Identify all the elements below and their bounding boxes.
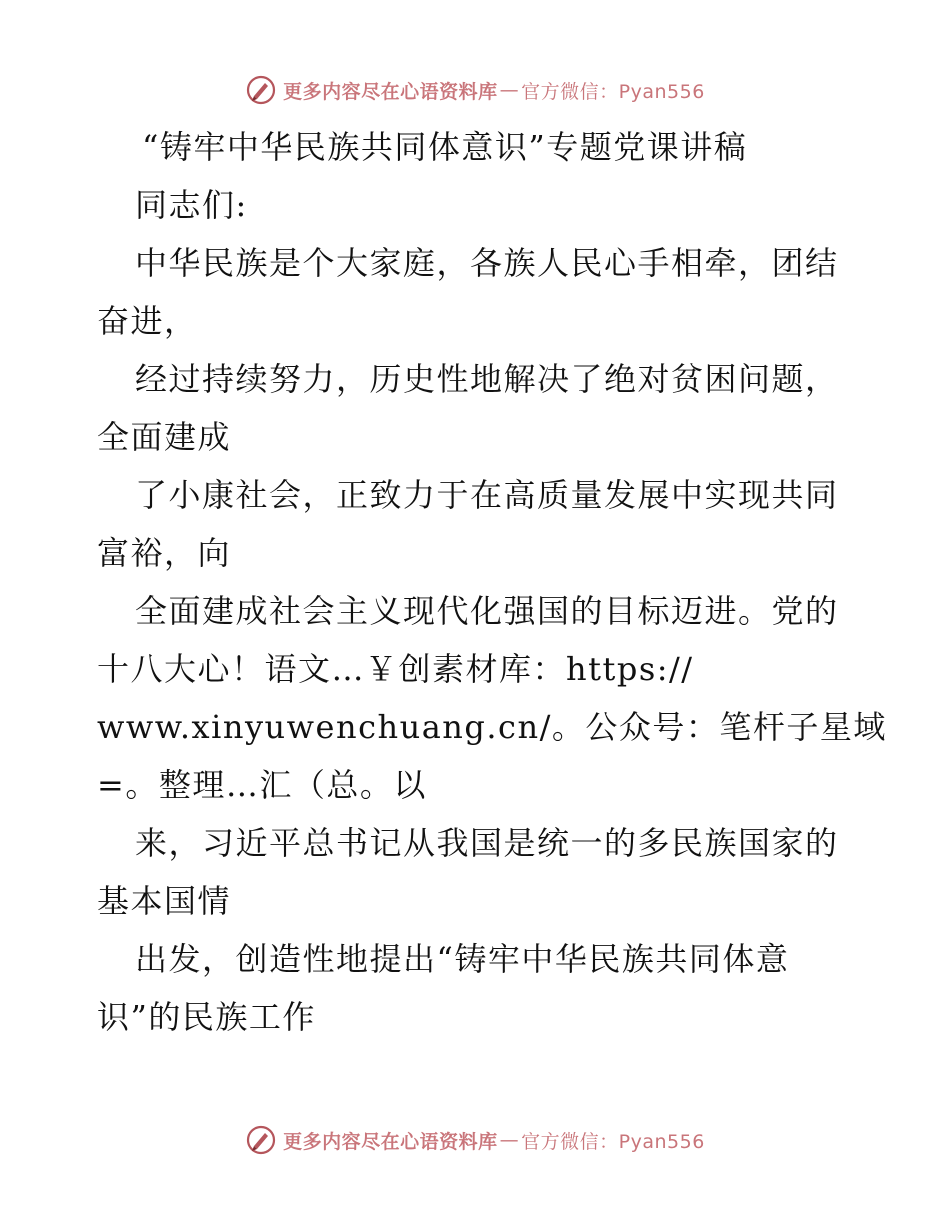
text-line: 来，习近平总书记从我国是统一的多民族国家的 bbox=[135, 824, 839, 862]
watermark-separator: — bbox=[499, 79, 520, 101]
text-line: 十八大心！语文…￥创素材库：https:// bbox=[97, 650, 694, 688]
text-line: 同志们: bbox=[135, 186, 248, 224]
watermark-brand: 更多内容尽在心语资料库 bbox=[283, 80, 498, 103]
text-line: 奋进， bbox=[97, 302, 198, 340]
pen-circle-logo-icon bbox=[245, 1124, 277, 1156]
text-line: 全面建成 bbox=[97, 418, 232, 456]
document-body bbox=[97, 118, 887, 1046]
watermark-wechat: 官方微信：Pyan556 bbox=[521, 1130, 705, 1153]
text-line: 经过持续努力，历史性地解决了绝对贫困问题， bbox=[135, 360, 839, 398]
pen-circle-logo-icon bbox=[245, 74, 277, 106]
text-line: =。整理…汇（总。以 bbox=[97, 766, 427, 804]
text-line: 出发，创造性地提出“铸牢中华民族共同体意 bbox=[135, 940, 790, 978]
text-line: 富裕，向 bbox=[97, 534, 232, 572]
text-line: 了小康社会，正致力于在高质量发展中实现共同 bbox=[135, 476, 839, 514]
text-line: www.xinyuwenchuang.cn/。公众号：笔杆子星域 bbox=[97, 708, 887, 746]
header-watermark bbox=[0, 70, 950, 110]
text-line: 识”的民族工作 bbox=[97, 998, 316, 1036]
text-line: 全面建成社会主义现代化强国的目标迈进。党的 bbox=[135, 592, 839, 630]
document-title: “铸牢中华民族共同体意识”专题党课讲稿 bbox=[142, 128, 748, 166]
watermark-brand: 更多内容尽在心语资料库 bbox=[283, 1130, 498, 1153]
text-line: 中华民族是个大家庭，各族人民心手相牵，团结 bbox=[135, 244, 839, 282]
text-line: 基本国情 bbox=[97, 882, 232, 920]
footer-watermark bbox=[0, 1120, 950, 1160]
watermark-separator: — bbox=[499, 1129, 520, 1151]
watermark-wechat: 官方微信：Pyan556 bbox=[521, 80, 705, 103]
